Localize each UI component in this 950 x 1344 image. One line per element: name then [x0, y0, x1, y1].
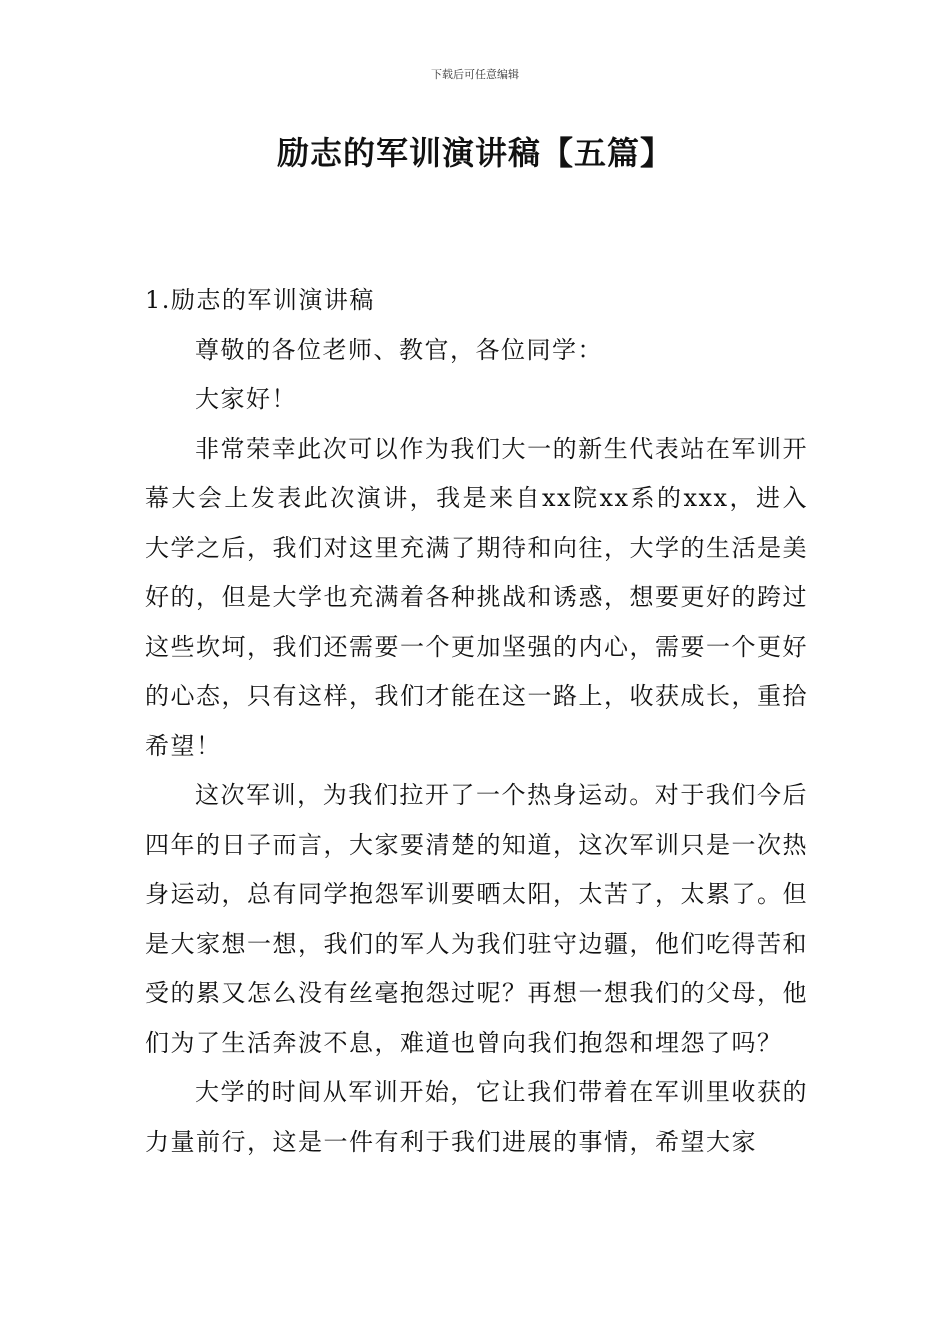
section-heading: 1.励志的军训演讲稿: [145, 286, 375, 314]
body-paragraph: 非常荣幸此次可以作为我们大一的新生代表站在军训开幕大会上发表此次演讲，我是来自xx院xx系的xxx，进入大学之后，我们对这里充满了期待和向往，大学的生活是美好的，但是大学也充满着各种挑战和诱惑，想要更好的跨过这些坎坷，我们还需要一个更加坚强的内心，需要一个更好的心态，只有这样，我们才能在这一路上，收获成长，重拾希望！: [145, 434, 808, 760]
body-paragraph: 这次军训，为我们拉开了一个热身运动。对于我们今后四年的日子而言，大家要清楚的知道，这次军训只是一次热身运动，总有同学抱怨军训要晒太阳，太苦了，太累了。但是大家想一想，我们的军人为我们驻守边疆，他们吃得苦和受的累又怎么没有丝毫抱怨过呢？再想一想我们的父母，他们为了生活奔波不息，难道也曾向我们抱怨和埋怨了吗？: [145, 781, 808, 1057]
document-body: [145, 276, 808, 1167]
greeting: 大家好！: [195, 385, 297, 413]
salutation: 尊敬的各位老师、教官，各位同学：: [195, 335, 603, 364]
document-title: 励志的军训演讲稿【五篇】: [276, 134, 673, 172]
body-paragraph: 大学的时间从军训开始，它让我们带着在军训里收获的力量前行，这是一件有利于我们进展的事情，希望大家: [145, 1078, 808, 1156]
page-header-note: 下载后可任意编辑: [431, 68, 519, 81]
